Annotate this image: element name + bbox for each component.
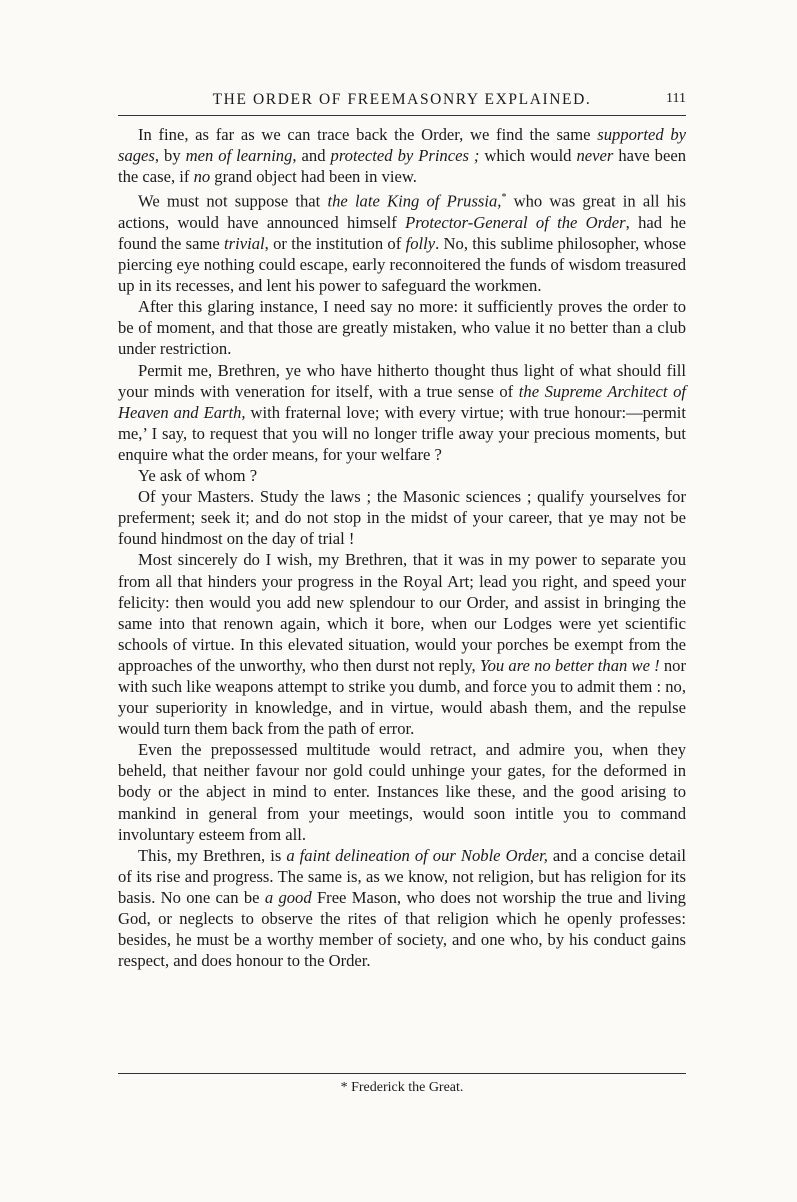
running-title: THE ORDER OF FREEMASONRY EXPLAINED. [212, 91, 592, 108]
paragraph-4: Permit me, Brethren, ye who have hitherto thought thus light of what should fill your minds with veneration for itself, with a true sense of the Supreme Architect of Heaven and Earth, with fraternal love; with every virtue; with true honour:—permit me,’ I say, to request that you will no longer trifle away your precious moments, but enquire what the order means, for your welfare ? [118, 360, 686, 464]
paragraph-7: Most sincerely do I wish, my Brethren, that it was in my power to separate you from all that hinders your progress in the Royal Art; lead you right, and speed your felicity: then would you add new splendour to our Order, and assist in bringing the same into that renown again, which it bore, when our Lodges were yet scientific schools of virtue. In this elevated situation, would your porches be exempt from the approaches of the unworthy, who then durst not reply, You are no better than we ! nor with such like weapons attempt to strike you dumb, and force you to admit them : no, your superiority in knowledge, and in virtue, would abash them, and the repulse would turn them back from the path of error. [118, 550, 686, 739]
page-header [118, 91, 686, 116]
body-text [118, 124, 686, 971]
footnote-marker: * [501, 192, 507, 204]
paragraph-1: In fine, as far as we can trace back the Order, we find the same supported by sages, by men of learning, and protected by Princes ; which would never have been the case, if no grand object had been in view. [118, 125, 687, 187]
page-number: 111 [666, 91, 686, 106]
paragraph-2: We must not suppose that the late King of Prussia,* who was great in all his actions, would have announced himself Protector-General of the Order, had he found the same trivial, or the institution of folly. No, this sublime philosopher, whose piercing eye nothing could escape, early reconnoitered the funds of wisdom treasured up in its recesses, and lent his power to safeguard the workmen. [118, 191, 686, 296]
paragraph-5: Ye ask of whom ? [138, 466, 258, 486]
footnote-rule [118, 1073, 686, 1074]
paragraph-8: Even the prepossessed multitude would retract, and admire you, when they beheld, that neither favour nor gold could unhinge your gates, for the deformed in body or the abject in mind to enter. Instances like these, and the good arising to mankind in general from your meetings, would soon intitle you to command involuntary esteem from all. [118, 740, 686, 844]
footnote: * Frederick the Great. [340, 1080, 464, 1095]
paragraph-9: This, my Brethren, is a faint delineation of our Noble Order, and a concise detail of its rise and progress. The same is, as we know, not religion, but has religion for its basis. No one can be a good Free Mason, who does not worship the true and living God, or neglects to observe the rites of that religion which he openly professes: besides, he must be a worthy member of society, and one who, by his conduct gains respect, and does honour to the Order. [118, 845, 686, 971]
paragraph-3: After this glaring instance, I need say no more: it sufficiently proves the order to be of moment, and that those are greatly mistaken, who value it no better than a club under restriction. [118, 297, 686, 359]
paragraph-6: Of your Masters. Study the laws ; the Masonic sciences ; qualify yourselves for preferment; seek it; and do not stop in the midst of your career, that ye may not be found hindmost on the day of trial ! [118, 487, 686, 549]
